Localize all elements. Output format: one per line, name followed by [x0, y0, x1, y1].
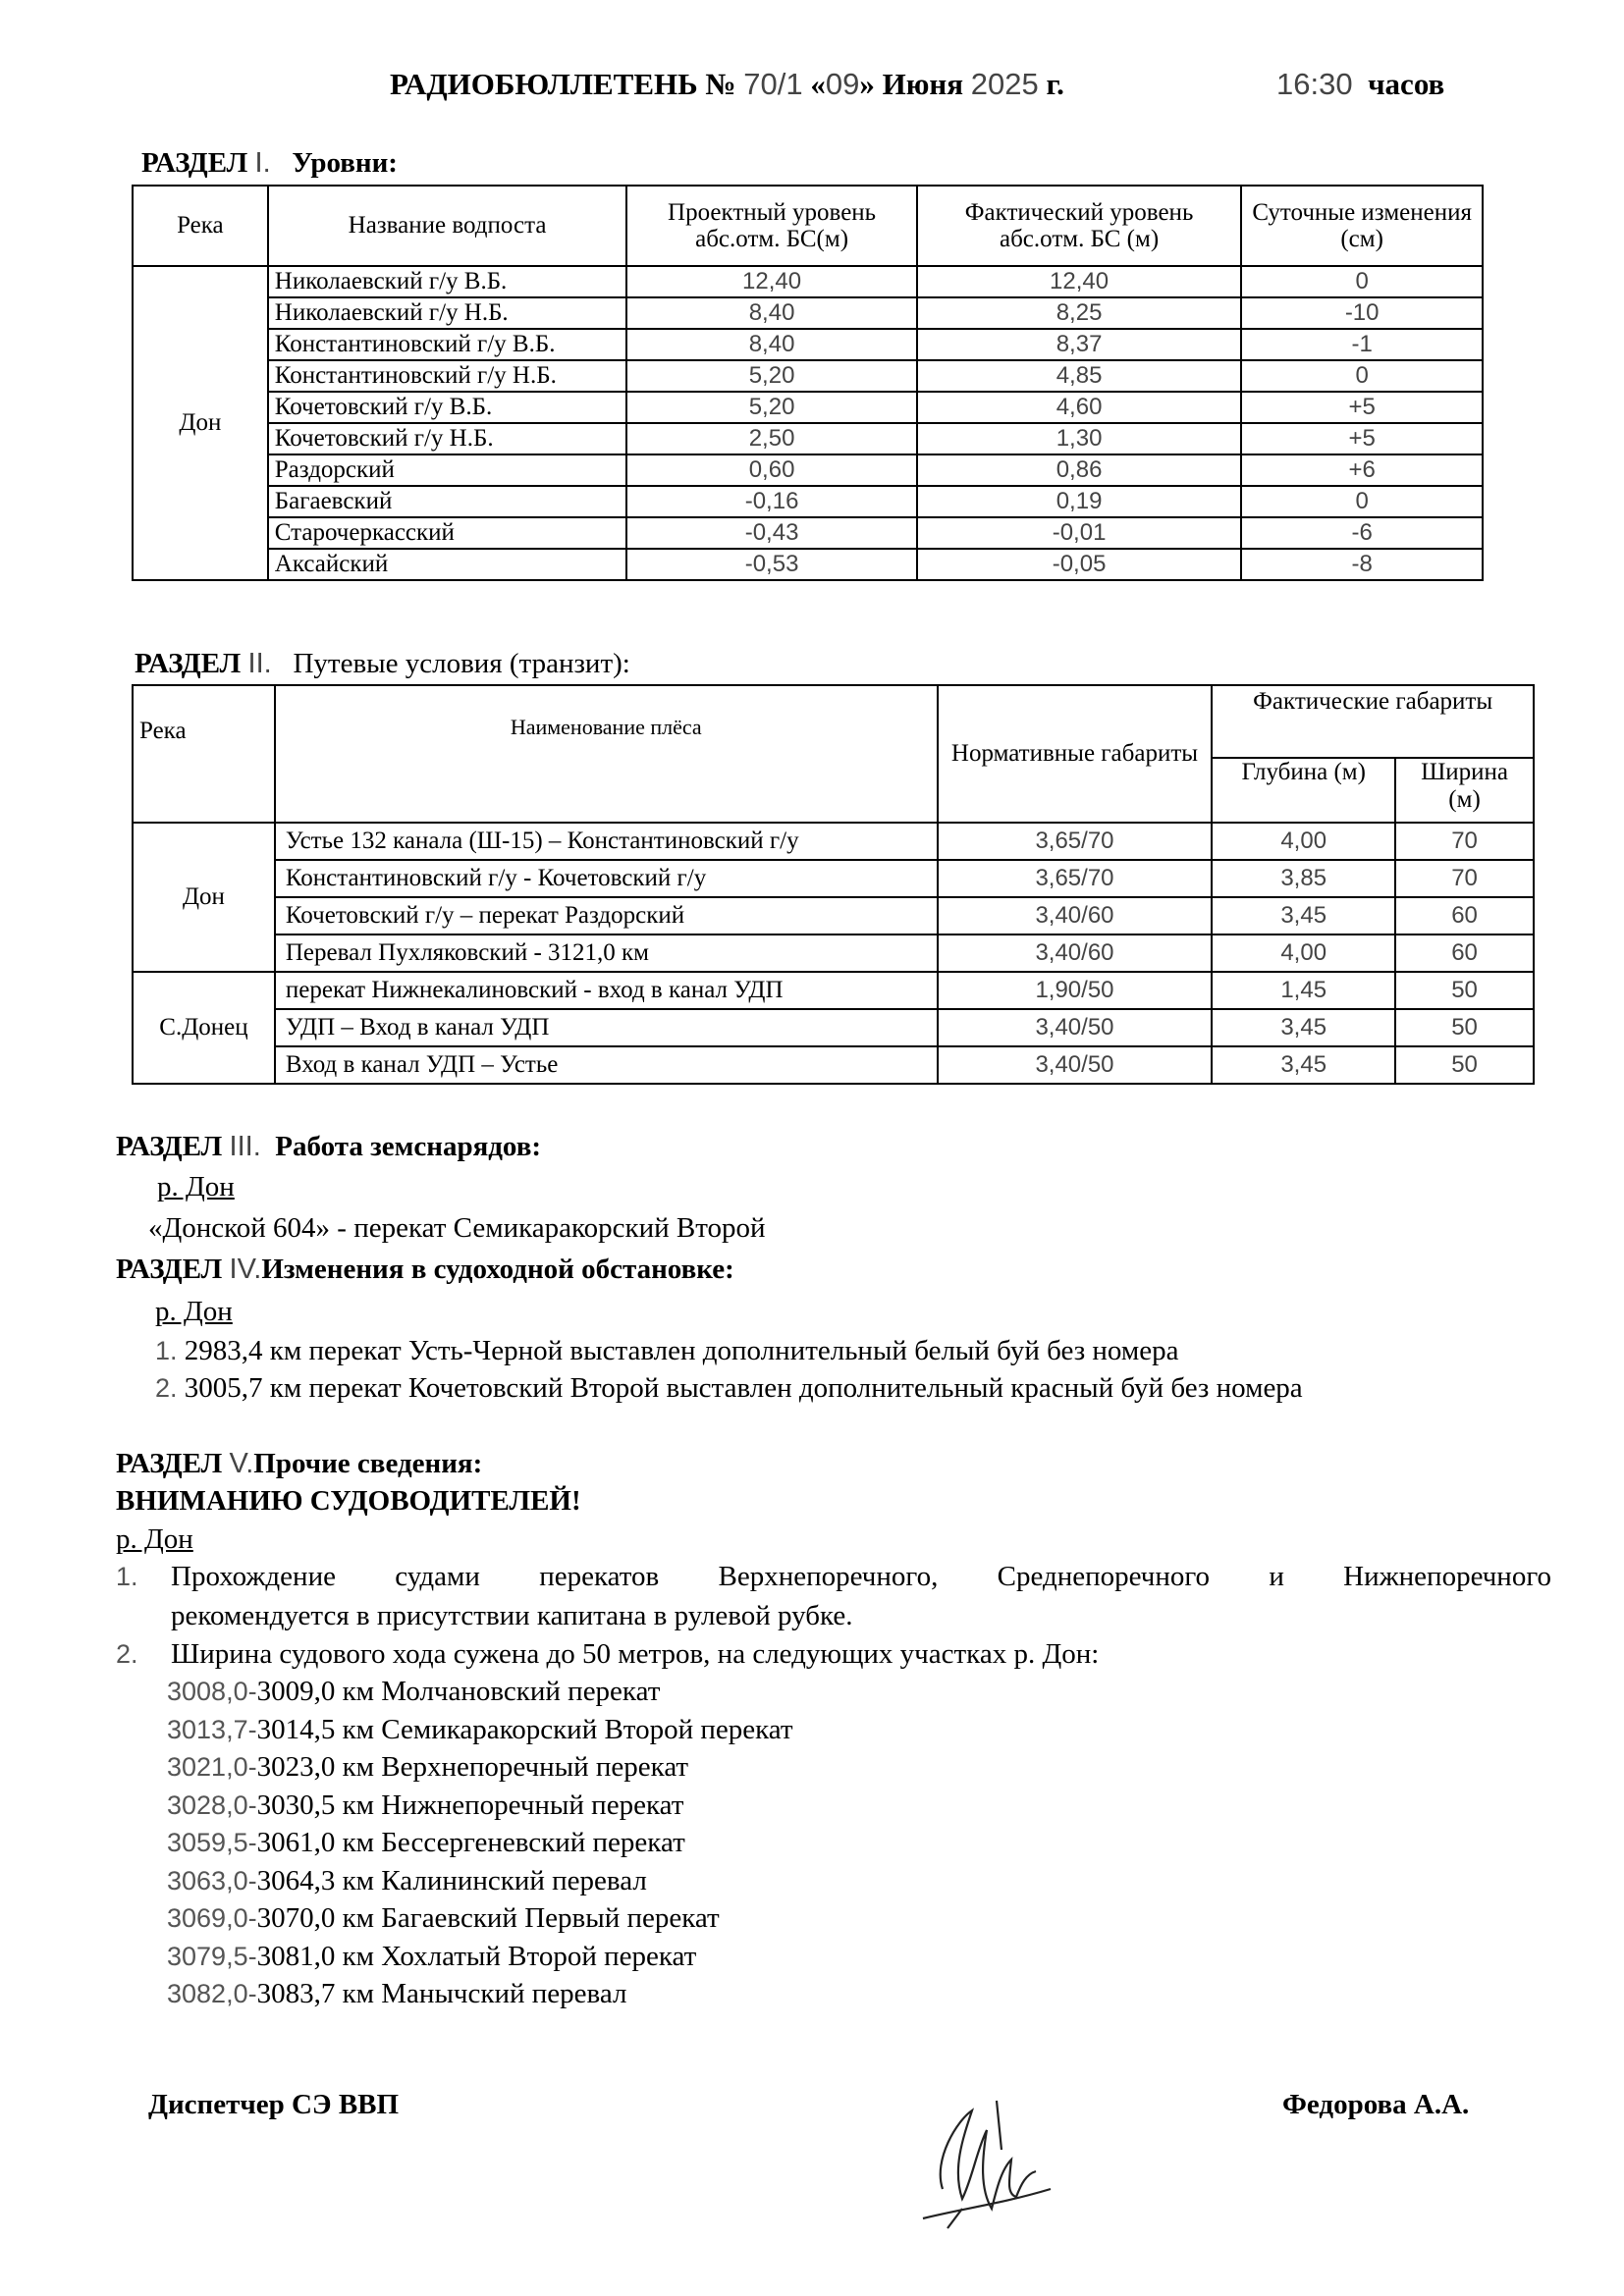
dispatcher-role: Диспетчер СЭ ВВП	[148, 2089, 400, 2120]
transit-row	[133, 972, 1534, 1009]
actual-level: -0,01	[917, 517, 1241, 549]
bulletin-day: 09	[825, 67, 860, 101]
actual-width: 50	[1395, 1046, 1534, 1084]
section5-heading: РАЗДЕЛ V.Прочие сведения:	[116, 1448, 483, 1479]
levels-row	[133, 423, 1483, 454]
daily-change: +6	[1241, 454, 1483, 486]
actual-level: 8,37	[917, 329, 1241, 360]
segment-to-km: 3070,0	[256, 1902, 336, 1934]
section4-item: 1. 2983,4 км перекат Усть-Черной выставлен дополнительный белый буй без номера	[155, 1335, 1179, 1366]
segment-from-km: 3028,0-	[167, 1789, 257, 1820]
post-name: Константиновский г/у Н.Б.	[268, 360, 627, 392]
daily-change: 0	[1241, 360, 1483, 392]
narrow-segment	[167, 1941, 793, 1979]
post-name: Николаевский г/у Н.Б.	[268, 297, 627, 329]
col-river: Река	[133, 186, 268, 266]
post-name: Николаевский г/у В.Б.	[268, 266, 627, 297]
levels-row	[133, 266, 1483, 297]
narrow-segment	[167, 1789, 793, 1828]
actual-width: 50	[1395, 1009, 1534, 1046]
daily-change: -6	[1241, 517, 1483, 549]
segment-name: км Семикаракорский Второй перекат	[342, 1713, 793, 1745]
actual-depth: 3,45	[1212, 897, 1395, 934]
narrow-segments-list	[167, 1676, 793, 2016]
river-cell: С.Донец	[133, 972, 275, 1084]
design-level: 0,60	[626, 454, 917, 486]
segment-name: км Багаевский Первый перекат	[342, 1902, 720, 1934]
daily-change: -8	[1241, 549, 1483, 580]
segment-name: км Калининский перевал	[342, 1864, 647, 1896]
actual-depth: 1,45	[1212, 972, 1395, 1009]
narrow-segment	[167, 1827, 793, 1865]
norm-dims: 3,65/70	[938, 823, 1213, 860]
section4-item: 2. 3005,7 км перекат Кочетовский Второй выставлен дополнительный красный буй без номера	[155, 1372, 1303, 1404]
section4-heading: РАЗДЕЛ IV.Изменения в судоходной обстановке:	[116, 1254, 734, 1285]
actual-depth: 3,45	[1212, 1046, 1395, 1084]
segment-from-km: 3069,0-	[167, 1903, 257, 1933]
post-name: Константиновский г/у В.Б.	[268, 329, 627, 360]
transit-row	[133, 823, 1534, 860]
col-river: Река	[133, 685, 275, 823]
norm-dims: 3,65/70	[938, 860, 1213, 897]
segment-to-km: 3081,0	[256, 1940, 336, 1972]
narrow-segment	[167, 1902, 793, 1941]
segment-to-km: 3009,0	[256, 1676, 336, 1707]
norm-dims: 3,40/50	[938, 1009, 1213, 1046]
bulletin-title: РАДИОБЮЛЛЕТЕНЬ № 70/1 «09» Июня 2025 г.	[390, 67, 1064, 101]
river-cell: Дон	[133, 266, 268, 580]
segment-to-km: 3014,5	[256, 1713, 336, 1745]
bulletin-number: 70/1	[743, 67, 803, 101]
levels-row	[133, 360, 1483, 392]
section3-line: «Донской 604» - перекат Семикаракорский Второй	[148, 1212, 766, 1244]
col-post: Название водпоста	[268, 186, 627, 266]
col-design: Проектный уровень абс.отм. БС(м)	[626, 186, 917, 266]
signature-icon	[903, 2081, 1080, 2238]
daily-change: -10	[1241, 297, 1483, 329]
col-actual: Фактический уровень абс.отм. БС (м)	[917, 186, 1241, 266]
segment-name: км Молчановский перекат	[342, 1676, 661, 1707]
levels-header-row	[133, 186, 1483, 266]
segment-from-km: 3063,0-	[167, 1865, 257, 1896]
design-level: 8,40	[626, 329, 917, 360]
narrow-segment	[167, 1751, 793, 1789]
daily-change: +5	[1241, 423, 1483, 454]
levels-row	[133, 392, 1483, 423]
levels-row	[133, 454, 1483, 486]
section2-heading: РАЗДЕЛ II. Путевые условия (транзит):	[135, 648, 630, 679]
actual-level: 1,30	[917, 423, 1241, 454]
section4-river: р. Дон	[155, 1296, 233, 1327]
col-width: Ширина (м)	[1395, 758, 1534, 823]
actual-level: 4,85	[917, 360, 1241, 392]
segment-to-km: 3064,3	[256, 1864, 336, 1896]
post-name: Багаевский	[268, 486, 627, 517]
norm-dims: 1,90/50	[938, 972, 1213, 1009]
segment-to-km: 3030,5	[256, 1789, 336, 1821]
segment-to-km: 3023,0	[256, 1751, 336, 1783]
post-name: Кочетовский г/у Н.Б.	[268, 423, 627, 454]
segment-from-km: 3079,5-	[167, 1941, 257, 1971]
section3-river: р. Дон	[157, 1171, 235, 1202]
section5-item-1: 1. Прохождение судами перекатов Верхнепоречного, Среднепоречного и Нижнепоречного	[116, 1561, 1551, 1592]
daily-change: 0	[1241, 266, 1483, 297]
attention-heading: ВНИМАНИЮ СУДОВОДИТЕЛЕЙ!	[116, 1485, 581, 1517]
segment-name: км Нижнепоречный перекат	[342, 1789, 684, 1821]
narrow-segment	[167, 1714, 793, 1752]
daily-change: +5	[1241, 392, 1483, 423]
actual-level: 0,86	[917, 454, 1241, 486]
segment-to-km: 3083,7	[256, 1978, 336, 2009]
transit-row	[133, 1009, 1534, 1046]
col-reach: Наименование плёса	[275, 685, 938, 823]
design-level: -0,43	[626, 517, 917, 549]
actual-depth: 3,85	[1212, 860, 1395, 897]
daily-change: 0	[1241, 486, 1483, 517]
reach-name: Вход в канал УДП – Устье	[275, 1046, 938, 1084]
segment-from-km: 3059,5-	[167, 1828, 257, 1857]
segment-name: км Манычский перевал	[342, 1978, 627, 2009]
bulletin-time: 16:30 часов	[1276, 67, 1445, 101]
reach-name: Константиновский г/у - Кочетовский г/у	[275, 860, 938, 897]
actual-level: 8,25	[917, 297, 1241, 329]
design-level: -0,53	[626, 549, 917, 580]
dispatcher-name: Федорова А.А.	[1282, 2089, 1470, 2120]
norm-dims: 3,40/60	[938, 934, 1213, 972]
design-level: 5,20	[626, 392, 917, 423]
design-level: 12,40	[626, 266, 917, 297]
river-cell: Дон	[133, 823, 275, 972]
daily-change: -1	[1241, 329, 1483, 360]
section5-river: р. Дон	[116, 1523, 193, 1555]
design-level: 5,20	[626, 360, 917, 392]
segment-name: км Верхнепоречный перекат	[342, 1751, 689, 1783]
actual-level: 12,40	[917, 266, 1241, 297]
actual-depth: 4,00	[1212, 823, 1395, 860]
narrow-segment	[167, 1865, 793, 1903]
segment-from-km: 3082,0-	[167, 1979, 257, 2008]
design-level: 8,40	[626, 297, 917, 329]
actual-width: 60	[1395, 897, 1534, 934]
actual-level: 4,60	[917, 392, 1241, 423]
levels-row	[133, 329, 1483, 360]
segment-from-km: 3013,7-	[167, 1714, 257, 1744]
reach-name: Устье 132 канала (Ш-15) – Константиновский г/у	[275, 823, 938, 860]
actual-level: 0,19	[917, 486, 1241, 517]
levels-row	[133, 549, 1483, 580]
actual-depth: 3,45	[1212, 1009, 1395, 1046]
actual-width: 50	[1395, 972, 1534, 1009]
levels-table	[132, 185, 1484, 581]
actual-width: 60	[1395, 934, 1534, 972]
norm-dims: 3,40/50	[938, 1046, 1213, 1084]
levels-row	[133, 517, 1483, 549]
narrow-segment	[167, 1978, 793, 2016]
segment-name: км Бессергеневский перекат	[342, 1827, 685, 1858]
transit-row	[133, 1046, 1534, 1084]
transit-row	[133, 934, 1534, 972]
post-name: Аксайский	[268, 549, 627, 580]
bulletin-month: Июня	[882, 67, 964, 101]
norm-dims: 3,40/60	[938, 897, 1213, 934]
levels-row	[133, 486, 1483, 517]
post-name: Кочетовский г/у В.Б.	[268, 392, 627, 423]
section5-item-2: 2. Ширина судового хода сужена до 50 метров, на следующих участках р. Дон:	[116, 1638, 1100, 1670]
segment-to-km: 3061,0	[256, 1827, 336, 1858]
transit-row	[133, 860, 1534, 897]
col-depth: Глубина (м)	[1212, 758, 1395, 823]
narrow-segment	[167, 1676, 793, 1714]
levels-row	[133, 297, 1483, 329]
segment-name: км Хохлатый Второй перекат	[342, 1940, 697, 1972]
reach-name: Перевал Пухляковский - 3121,0 км	[275, 934, 938, 972]
actual-depth: 4,00	[1212, 934, 1395, 972]
section3-heading: РАЗДЕЛ III. Работа земснарядов:	[116, 1131, 542, 1162]
section5-item-1-cont: рекомендуется в присутствии капитана в рулевой рубке.	[171, 1600, 853, 1631]
col-norm: Нормативные габариты	[938, 685, 1213, 823]
actual-level: -0,05	[917, 549, 1241, 580]
reach-name: Кочетовский г/у – перекат Раздорский	[275, 897, 938, 934]
post-name: Раздорский	[268, 454, 627, 486]
actual-width: 70	[1395, 860, 1534, 897]
design-level: 2,50	[626, 423, 917, 454]
segment-from-km: 3008,0-	[167, 1677, 257, 1706]
col-change: Суточные изменения (см)	[1241, 186, 1483, 266]
transit-table	[132, 684, 1535, 1085]
segment-from-km: 3021,0-	[167, 1752, 257, 1782]
post-name: Старочеркасский	[268, 517, 627, 549]
reach-name: перекат Нижнекалиновский - вход в канал УДП	[275, 972, 938, 1009]
transit-row	[133, 897, 1534, 934]
section1-heading: РАЗДЕЛ I. Уровни:	[141, 147, 398, 179]
reach-name: УДП – Вход в канал УДП	[275, 1009, 938, 1046]
design-level: -0,16	[626, 486, 917, 517]
bulletin-year: 2025	[970, 67, 1039, 101]
actual-width: 70	[1395, 823, 1534, 860]
col-actual: Фактические габариты	[1212, 685, 1534, 758]
